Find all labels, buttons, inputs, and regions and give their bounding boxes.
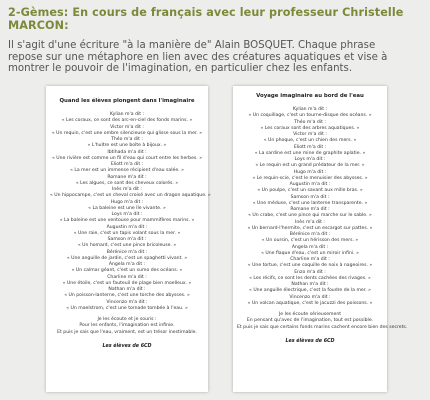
poem-line: « Un poisson-lanterne, c'est une torche des abysses. » (64, 293, 190, 299)
poem-line: Hugo m'a dit : (110, 199, 144, 205)
poem-line: « La baleine est une ventouse pour mammifères marins. » (59, 218, 195, 224)
poem-line: « Un bernard-l'hermite, c'est un escargot sur pattes. » (247, 225, 373, 231)
poem-line: « Les coraux sont des arbres aquatiques. » (260, 125, 360, 131)
poem-line: « Un homard, c'est une pince bricoleuse. » (77, 243, 177, 249)
poem-line: Eliott m'a dit : (110, 162, 144, 167)
poem-line: Théo m'a dit : (294, 119, 326, 125)
poem-line: Romane m'a dit : (290, 207, 330, 212)
poem-line: « La baleine est une île vivante. » (88, 205, 166, 211)
closing-line: Pour les enfants, l'imagination est infinie. (79, 323, 175, 329)
poem-line: « La sardine est une mine de graphite aplatie. » (254, 150, 366, 156)
poem-line: Angela m'a dit : (291, 244, 329, 250)
poem-line: « La mer est un immense récipient d'eau salée. » (70, 168, 184, 174)
poem-title: Quand les élèves plongent dans l'imaginaire (59, 98, 195, 104)
closing-line: Je les écoute et je souris : (97, 317, 157, 322)
poem-line: Nathan m'a dit : (108, 287, 146, 292)
poem-line: Nathan m'a dit : (291, 282, 329, 287)
poem-closing (237, 312, 408, 331)
poem-line: « Un requin, c'est une ombre silencieuse qui glisse sous la mer. » (51, 130, 203, 136)
poem-line: Ibtihada m'a dit : (107, 149, 147, 155)
poem-lines (237, 107, 383, 307)
poem-line: « Une méduse, c'est une lanterne transparente. » (252, 200, 368, 206)
poem-line: Augustin m'a dit : (289, 182, 331, 187)
closing-line: Et puis je sais que l'eau, vraiment, est un trésor inestimable. (57, 329, 197, 335)
poem-line: Enzo m'a dit : (294, 269, 326, 275)
poem-line: Victor m'a dit : (293, 132, 327, 137)
poem-line: « Un phoque, c'est un chien des mers. » (263, 138, 357, 144)
poem-line: « Les algues, ce sont des cheveux colorés. » (75, 180, 179, 186)
poem-line: « Un poulpe, c'est un savant aux mille bras. » (257, 188, 363, 194)
poem-line: « Un maelstrom, c'est une tornade tombée à l'eau. » (66, 305, 188, 311)
poem-line: Samson m'a dit : (290, 194, 330, 200)
poem-line: Bérénice m'a dit : (289, 232, 331, 237)
poem-line: « Une étoile, c'est un fauteuil de plage bien moelleux. » (62, 280, 192, 286)
poem-line: Charline m'a dit : (290, 257, 330, 262)
poem-line: « Un coquillage, c'est un tourne-disque des océans. » (248, 113, 372, 119)
poem-page-left (46, 86, 211, 392)
poem-title: Voyage imaginaire au bord de l'eau (256, 93, 364, 99)
poem-closing (50, 317, 204, 336)
poem-lines (50, 112, 211, 312)
poem-line: Victor m'a dit : (110, 124, 144, 130)
poem-line: « Une rivière est comme un fil d'eau qui court entre les herbes. » (51, 155, 203, 161)
poem-line: « Un crabe, c'est une pince qui marche sur le sable. » (248, 213, 372, 219)
poem-line: « L'huître est une boîte à bijoux. » (87, 143, 167, 149)
closing-line: Je les écoute sérieusement (278, 312, 342, 317)
closing-line: En pensant qu'avec de l'imagination, tout est possible. (246, 318, 374, 324)
poem-line: Vincenzo m'a dit : (289, 294, 331, 300)
poem-line: Angela m'a dit : (108, 262, 146, 267)
intro-paragraph: Il s'agit d'une écriture "à la manière de" Alain BOSQUET. Chaque phrase repose sur une métaphore en lien avec des créatures aquatiques et vise à montrer le pouvoir de l'imagination, en particulier chez les enfants. (8, 40, 388, 75)
poem-line: « Une flaque d'eau, c'est un miroir infini. » (261, 250, 359, 256)
poem-line: Théo m'a dit : (111, 137, 143, 142)
poem-line: « Le requin-scie, c'est le menuisier des abysses. » (252, 175, 368, 181)
poem-signature: Les élèves de 6CD (285, 338, 335, 344)
poem-line: Vincenzo m'a dit : (106, 299, 148, 305)
poem-line: Charline m'a dit : (107, 274, 147, 280)
poem-line: Kylian m'a dit : (109, 112, 145, 117)
poem-line: Inès m'a dit : (295, 219, 325, 225)
poem-line: Samson m'a dit : (107, 237, 147, 242)
poem-line: « Les récifs, ce sont les dents cachées des rivages. » (249, 275, 371, 281)
poem-line: « Une tortue, c'est une coquille de noix à nageoires. » (247, 263, 373, 269)
poem-line: « Une anguille de jardin, c'est un spaghetti vivant. » (66, 255, 188, 261)
poem-line: « Un oursin, c'est un hérisson des mers. » (261, 238, 359, 244)
poem-page-right (233, 86, 408, 392)
page-title: 2-Gèmes: En cours de français avec leur professeur Christelle MARCON: (8, 6, 404, 32)
poem-line: Romane m'a dit : (107, 174, 147, 180)
poem-line: Loys m'a dit : (294, 157, 326, 162)
header (0, 0, 430, 75)
poem-line: « Le requin est un grand prédateur de la mer. » (255, 163, 365, 169)
poem-line: « Un calmar géant, c'est un sumo des océans. » (71, 268, 183, 274)
poem-line: Kylian m'a dit : (292, 107, 328, 112)
poem-line: « Un volcan aquatique, c'est le jacuzzi des poissons. » (247, 300, 373, 306)
poem-line: Eliott m'a dit : (293, 144, 327, 150)
poem-line: Loys m'a dit : (111, 212, 143, 217)
poem-line: « Un hippocampe, c'est un cheval croisé avec un dragon aquatique. » (50, 193, 211, 199)
poem-signature: Les élèves de 6CD (102, 343, 152, 349)
poem-line: « Une anguille électrique, c'est la foudre de la mer. » (249, 288, 371, 294)
poem-line: Hugo m'a dit : (293, 169, 327, 175)
closing-line: Et puis je sais que certains fonds marins cachent encore bien des secrets. (237, 324, 408, 330)
poem-line: « Les coraux, ce sont des arc-en-ciel des fonds marins. » (61, 118, 193, 124)
poem-line: Augustin m'a dit : (106, 224, 148, 230)
poem-line: Inès m'a dit : (112, 187, 142, 192)
poem-line: Bérénice m'a dit : (106, 249, 148, 255)
poem-line: « Une raie, c'est un tapis volant sous la mer. » (73, 230, 181, 236)
